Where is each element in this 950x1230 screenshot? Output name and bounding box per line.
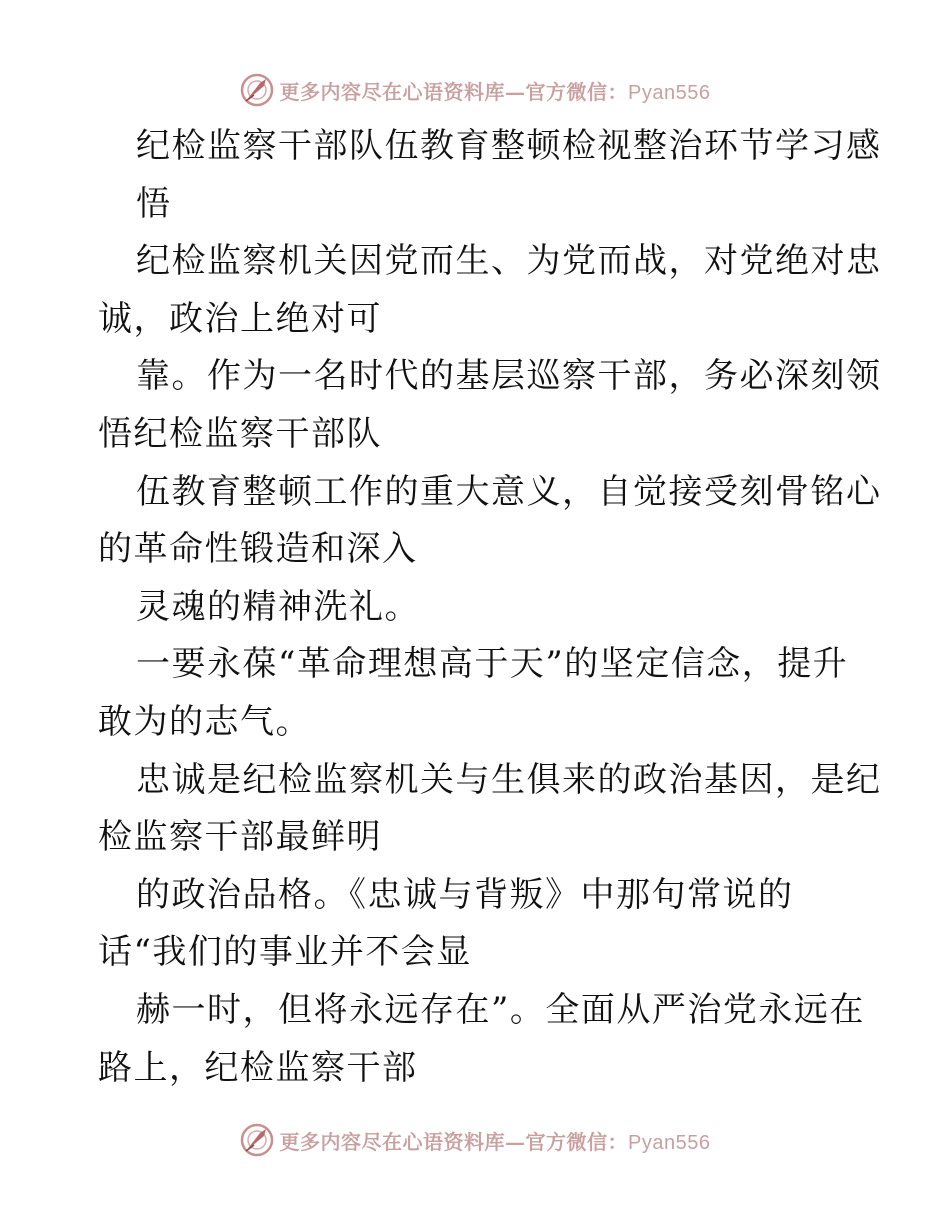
text-line: 检监察干部最鲜明	[98, 817, 382, 858]
text-line: 灵魂的精神洗礼。	[136, 586, 420, 627]
feather-quill-icon	[240, 1123, 274, 1157]
title-line-2: 悟	[136, 183, 172, 224]
header-watermark	[0, 68, 950, 112]
text-line: 路上，纪检监察干部	[98, 1047, 418, 1088]
text-line: 一要永葆“革命理想高于天”的坚定信念，提升	[136, 644, 849, 685]
text-line: 话“我们的事业并不会显	[98, 932, 472, 973]
text-line: 纪检监察机关因党而生、为党而战，对党绝对忠	[136, 241, 882, 282]
text-line: 靠。作为一名时代的基层巡察干部，务必深刻领	[136, 356, 882, 397]
text-line: 的政治品格。《忠诚与背叛》中那句常说的	[136, 874, 794, 915]
document-body	[98, 118, 882, 1097]
text-line: 悟纪检监察干部队	[98, 413, 382, 454]
feather-quill-icon	[240, 73, 274, 107]
text-line: 诚，政治上绝对可	[98, 298, 382, 339]
footer-watermark	[0, 1118, 950, 1162]
text-line: 的革命性锻造和深入	[98, 529, 418, 570]
text-line: 敢为的志气。	[98, 701, 311, 742]
text-line: 伍教育整顿工作的重大意义，自觉接受刻骨铭心	[136, 471, 882, 512]
title-line-1: 纪检监察干部队伍教育整顿检视整治环节学习感	[136, 126, 882, 166]
watermark-text: 更多内容尽在心语资料库—官方微信：Pyan556	[279, 1129, 711, 1154]
text-line: 忠诚是纪检监察机关与生俱来的政治基因，是纪	[136, 759, 882, 800]
text-line: 赫一时，但将永远存在”。全面从严治党永远在	[136, 989, 865, 1030]
watermark-text: 更多内容尽在心语资料库—官方微信：Pyan556	[279, 79, 711, 104]
